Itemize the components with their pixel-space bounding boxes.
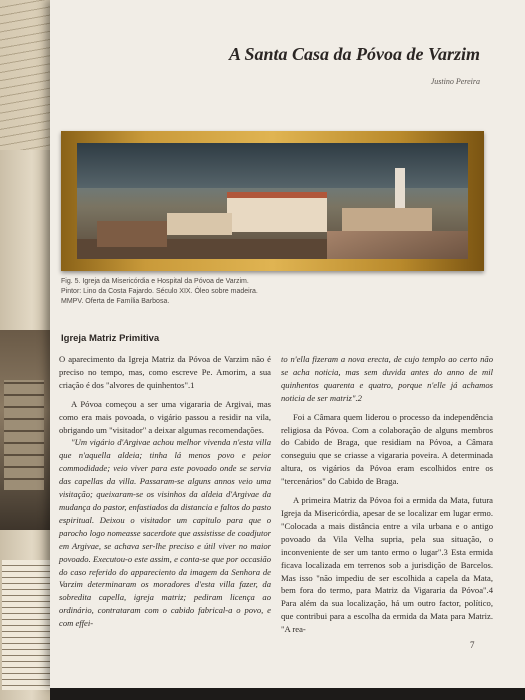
text-column-right (281, 353, 493, 636)
paragraph: Foi a Câmara quem liderou o processo da independência religiosa da Póvoa. Com a colaboração de alguns membros do Cabido de Braga, que residiam na Póvoa, a Câmara conseguiu que se criasse a vigararia poveira. A determinada altura, os vigários da Póvoa eram escolhidos entre os "tercenários" do Cabido de Braga. (281, 411, 493, 487)
paragraph: A Póvoa começou a ser uma vigararia de Argivai, mas como era mais povoada, o vigário passou a residir na vila, obrigando um "visitador" a deixar algumas recomendações. (59, 398, 271, 435)
caption-line-3: MMPV. Oferta de Família Barbosa. (61, 298, 170, 305)
figure-caption (61, 277, 321, 307)
page-shadow (50, 688, 525, 700)
painting-image (77, 143, 468, 259)
article-author: Justino Pereira (430, 77, 480, 86)
quote-continuation: to n'ella fizeram a nova erecta, de cujo templo ao certo não se acha noticia, mas sem duvida antes do anno de mil quinhentos quarenta e quatro, porque n'elle já achamos noticia de ser matriz".2 (281, 354, 493, 403)
adjacent-page-text (2, 560, 52, 690)
page-number: 7 (470, 640, 475, 650)
painting-frame (61, 131, 484, 271)
text-column-left (59, 353, 271, 630)
handwritten-document-image (0, 0, 50, 150)
paragraph: O aparecimento da Igreja Matriz da Póvoa de Varzim não é preciso no tempo, mas, como escreve Pe. Amorim, a sua criação é dos "alvores de quinhentos".1 (59, 354, 271, 390)
caption-line-1: Fig. 5. Igreja da Misericórdia e Hospital da Póvoa de Varzim. (61, 278, 249, 285)
section-heading: Igreja Matriz Primitiva (61, 333, 160, 344)
quote-paragraph: "Um vigário d'Argivae achou melhor vivenda n'esta villa que n'aquella aldeia; tinha lá menos povo e peior commodidade; veio viver para este povoado onde se servia das capellas da villa. Passaram-se alguns annos veio uma visitação; queixaram-se os visinhos da aldeia d'Argivae da mudança do pastor, enfastiados da distancia e faltos do pasto espiritual. Deixou o visitador um capitulo para que o parocho logo nomeasse sacerdote que assistisse de coadjutor em Argivae, se achava ser-lhe preciso e útil viver no maior povoado. Executou-o este assim, e conta-se que por occasião do caso referido do appareciento da imagem da Senhora de Varzim determinaram os moradores d'esta villa fazer, da sobredita capella, igreja matriz; pediram licença ao ordinário, contrataram com o cabido fabrical-a o povo, e com effei- (59, 437, 271, 629)
paragraph: A primeira Matriz da Póvoa foi a ermida da Mata, futura Igreja da Misericórdia, apesar de se localizar em lugar ermo. "Colocada a mais distância entre a vila urbana e o antigo povoado da Vila Velha supria, pela sua situação, o inconveniente de ser um tanto ermo o lugar".3 Esta ermida ficava localizada em terrenos sob a jurisdição de Barcelos. Mas isso "não impediu de ser escolhida a capela da Mata, bem fora do termo, para Matriz da Vigararia da Póvoa".4 Para além da sua localização, há um outro factor, político, que contribui para a escolha da ermida da Mata para Matriz. "A rea- (281, 495, 493, 635)
old-building-photo (0, 330, 50, 530)
caption-line-2: Pintor: Lino da Costa Fajardo. Século XIX. Óleo sobre madeira. (61, 288, 258, 295)
article-title: A Santa Casa da Póvoa de Varzim (228, 44, 480, 64)
